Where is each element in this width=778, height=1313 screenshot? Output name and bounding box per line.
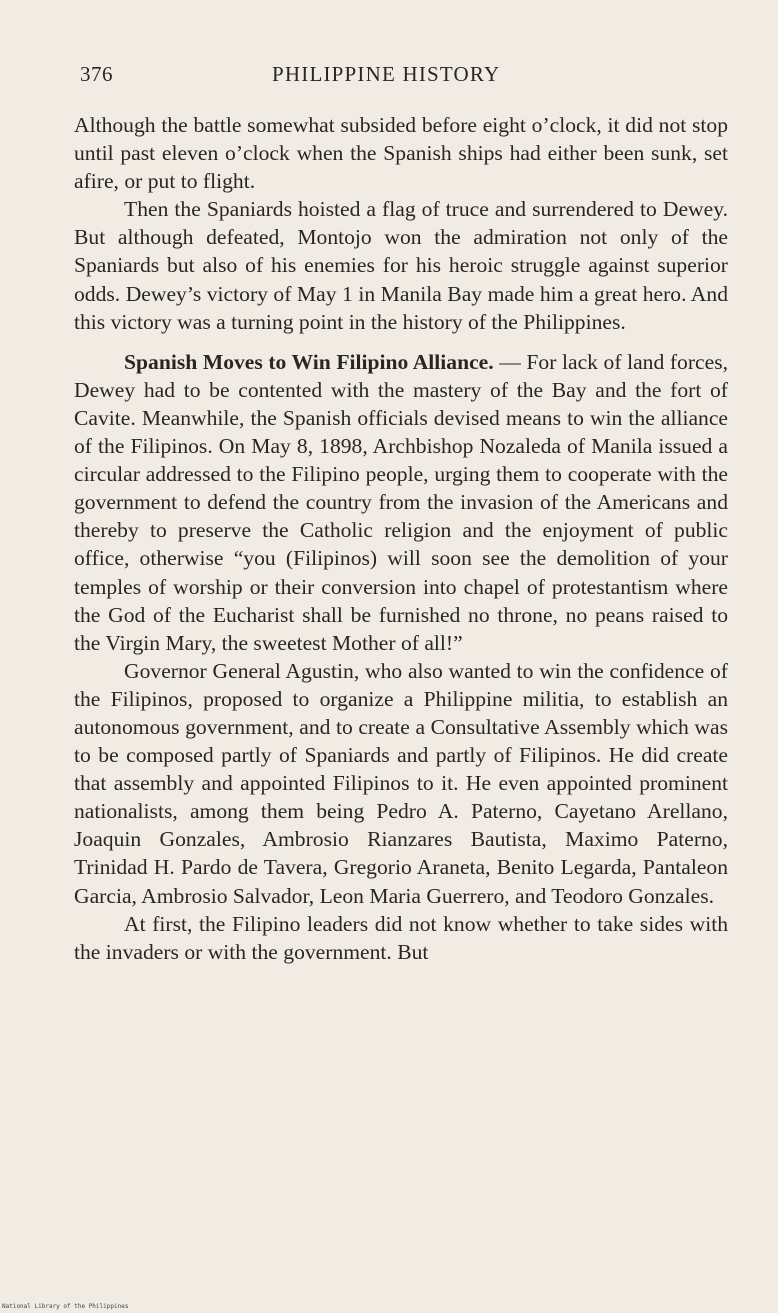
body-text	[74, 111, 728, 966]
library-credit: National Library of the Philippines	[2, 1303, 129, 1310]
paragraph-battle-subsides: Although the battle somewhat subsided before eight o’clock, it did not stop until past eleven o’clock when the Spanish ships had either been sunk, set afire, or put to flight.	[74, 113, 728, 194]
page-number: 376	[80, 62, 113, 86]
section-heading: Spanish Moves to Win Filipino Alliance.	[124, 349, 494, 374]
paragraph-spanish-surrender: Then the Spaniards hoisted a flag of truce and surrendered to Dewey. But although defeated, Montojo won the admiration not only of the Spaniards but also of his enemies for his heroic struggle against superior odds. Dewey’s victory of May 1 in Manila Bay made him a great hero. And this victory was a turning point in the history of the Philippines.	[74, 197, 728, 334]
paragraph-filipino-leaders: At first, the Filipino leaders did not know whether to take sides with the invaders or with the government. But	[74, 911, 728, 964]
running-title: PHILIPPINE HISTORY	[272, 62, 501, 86]
page-header	[80, 62, 740, 96]
paragraph-governor-agustin: Governor General Agustin, who also wanted to win the confidence of the Filipinos, proposed to organize a Philippine militia, to establish an autonomous government, and to create a Consultative Assembly which was to be composed partly of Spaniards and partly of Filipinos. He did create that assembly and appointed Filipinos to it. He even appointed prominent nationalists, among them being Pedro A. Paterno, Cayetano Arellano, Joaquin Gonzales, Ambrosio Rianzares Bautista, Maximo Paterno, Trinidad H. Pardo de Tavera, Gregorio Araneta, Benito Legarda, Pantaleon Garcia, Ambrosio Salvador, Leon Maria Guerrero, and Teodoro Gonzales.	[74, 658, 728, 908]
paragraph-alliance-text: — For lack of land forces, Dewey had to be contented with the mastery of the Bay and the fort of Cavite. Meanwhile, the Spanish officials devised means to win the alliance of the Filipinos. On May 8, 1898, Archbishop Nozaleda of Manila issued a circular addressed to the Filipino people, urging them to cooperate with the government to defend the country from the invasion of the Americans and thereby to preserve the Catholic religion and the enjoyment of public office, otherwise “you (Filipinos) will soon see the demolition of your temples of worship or their conversion into chapel of protestantism where the God of the Eucharist shall be furnished no throne, no peans raised to the Virgin Mary, the sweetest Mother of all!”	[74, 349, 728, 655]
paragraph-alliance	[74, 348, 728, 657]
